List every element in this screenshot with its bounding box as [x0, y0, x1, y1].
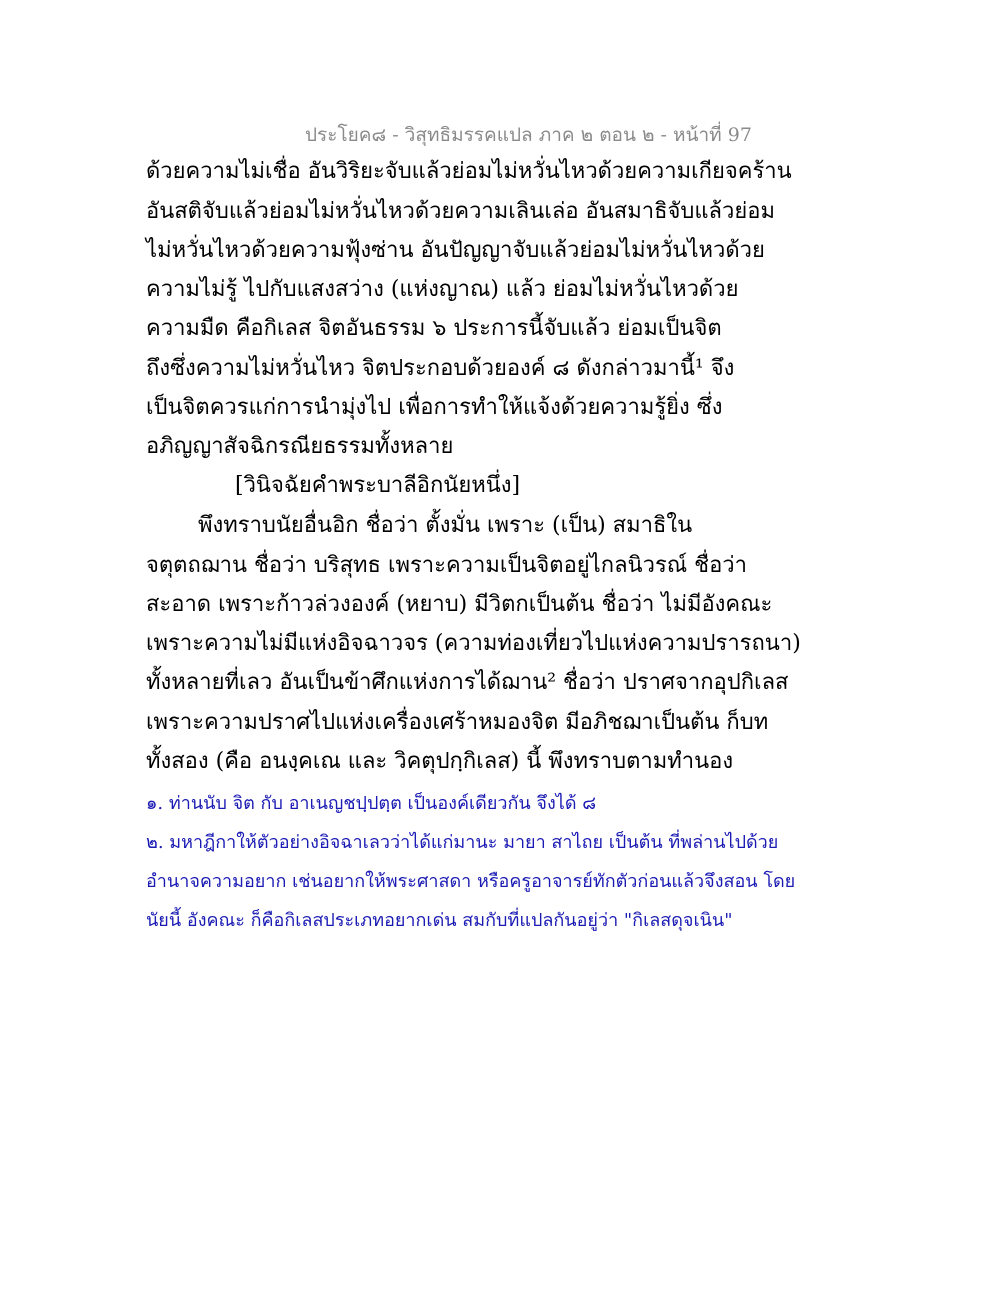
body-line: ด้วยความไม่เชื่อ อันวิริยะจับแล้วย่อมไม่หวั่นไหวด้วยความเกียจคร้าน — [146, 159, 792, 184]
running-header: ประโยค๘ - วิสุทธิมรรคแปล ภาค ๒ ตอน ๒ - หน้าที่ 97 — [305, 124, 752, 146]
body-line: ความมืด คือกิเลส จิตอันธรรม ๖ ประการนี้จับแล้ว ย่อมเป็นจิต — [146, 316, 722, 341]
footnote-2-continued: นัยนี้ อังคณะ ก็คือกิเลสประเภทอยากเด่น สมกับที่แปลกันอยู่ว่า "กิเลสดุจเนิน" — [146, 910, 733, 931]
footnote-2: ๒. มหาฎีกาให้ตัวอย่างอิจฉาเลวว่าได้แก่มานะ มายา สาไถย เป็นต้น ที่พล่านไปด้วย — [146, 832, 779, 853]
body-line: สะอาด เพราะก้าวล่วงองค์ (หยาบ) มีวิตกเป็นต้น ชื่อว่า ไม่มีอังคณะ — [146, 592, 773, 617]
paragraph-first-line: พึงทราบนัยอื่นอิก ชื่อว่า ตั้งมั่น เพราะ (เป็น) สมาธิใน — [198, 513, 693, 538]
body-line: ทั้งสอง (คือ อนงฺคเณ และ วิคตุปกฺกิเลส) นี้ พึงทราบตามทำนอง — [146, 749, 734, 774]
body-line: อันสติจับแล้วย่อมไม่หวั่นไหวด้วยความเลินเล่อ อันสมาธิจับแล้วย่อม — [146, 199, 775, 224]
body-line: ไม่หวั่นไหวด้วยความฟุ้งซ่าน อันปัญญาจับแล้วย่อมไม่หวั่นไหวด้วย — [146, 238, 765, 263]
body-line: จตุตถฌาน ชื่อว่า บริสุทธ เพราะความเป็นจิตอยู่ไกลนิวรณ์ ชื่อว่า — [146, 553, 748, 578]
body-line: เป็นจิตควรแก่การนำมุ่งไป เพื่อการทำให้แจ้งด้วยความรู้ยิ่ง ซึ่ง — [146, 395, 723, 420]
section-heading: [วินิจฉัยคำพระบาลีอิกนัยหนึ่ง] — [235, 473, 521, 498]
footnote-1: ๑. ท่านนับ จิต กับ อาเนญชปฺปตฺต เป็นองค์เดียวกัน จึงได้ ๘ — [146, 793, 597, 814]
body-line: ความไม่รู้ ไปกับแสงสว่าง (แห่งญาณ) แล้ว ย่อมไม่หวั่นไหวด้วย — [146, 277, 739, 302]
body-line: เพราะความไม่มีแห่งอิจฉาวจร (ความท่องเที่ยวไปแห่งความปรารถนา) — [146, 631, 801, 656]
footnote-2-continued: อำนาจความอยาก เช่นอยากให้พระศาสดา หรือครูอาจารย์ทักตัวก่อนแล้วจึงสอน โดย — [146, 871, 796, 892]
body-line: ทั้งหลายที่เลว อันเป็นข้าศึกแห่งการได้ฌาน² ชื่อว่า ปราศจากอุปกิเลส — [146, 670, 789, 695]
body-line: เพราะความปราศไปแห่งเครื่องเศร้าหมองจิต มีอภิชฌาเป็นต้น ก็บท — [146, 710, 769, 735]
body-line: ถึงซึ่งความไม่หวั่นไหว จิตประกอบด้วยองค์ ๘ ดังกล่าวมานี้¹ จึง — [146, 356, 735, 381]
body-line: อภิญญาสัจฉิกรณียธรรมทั้งหลาย — [146, 434, 454, 459]
